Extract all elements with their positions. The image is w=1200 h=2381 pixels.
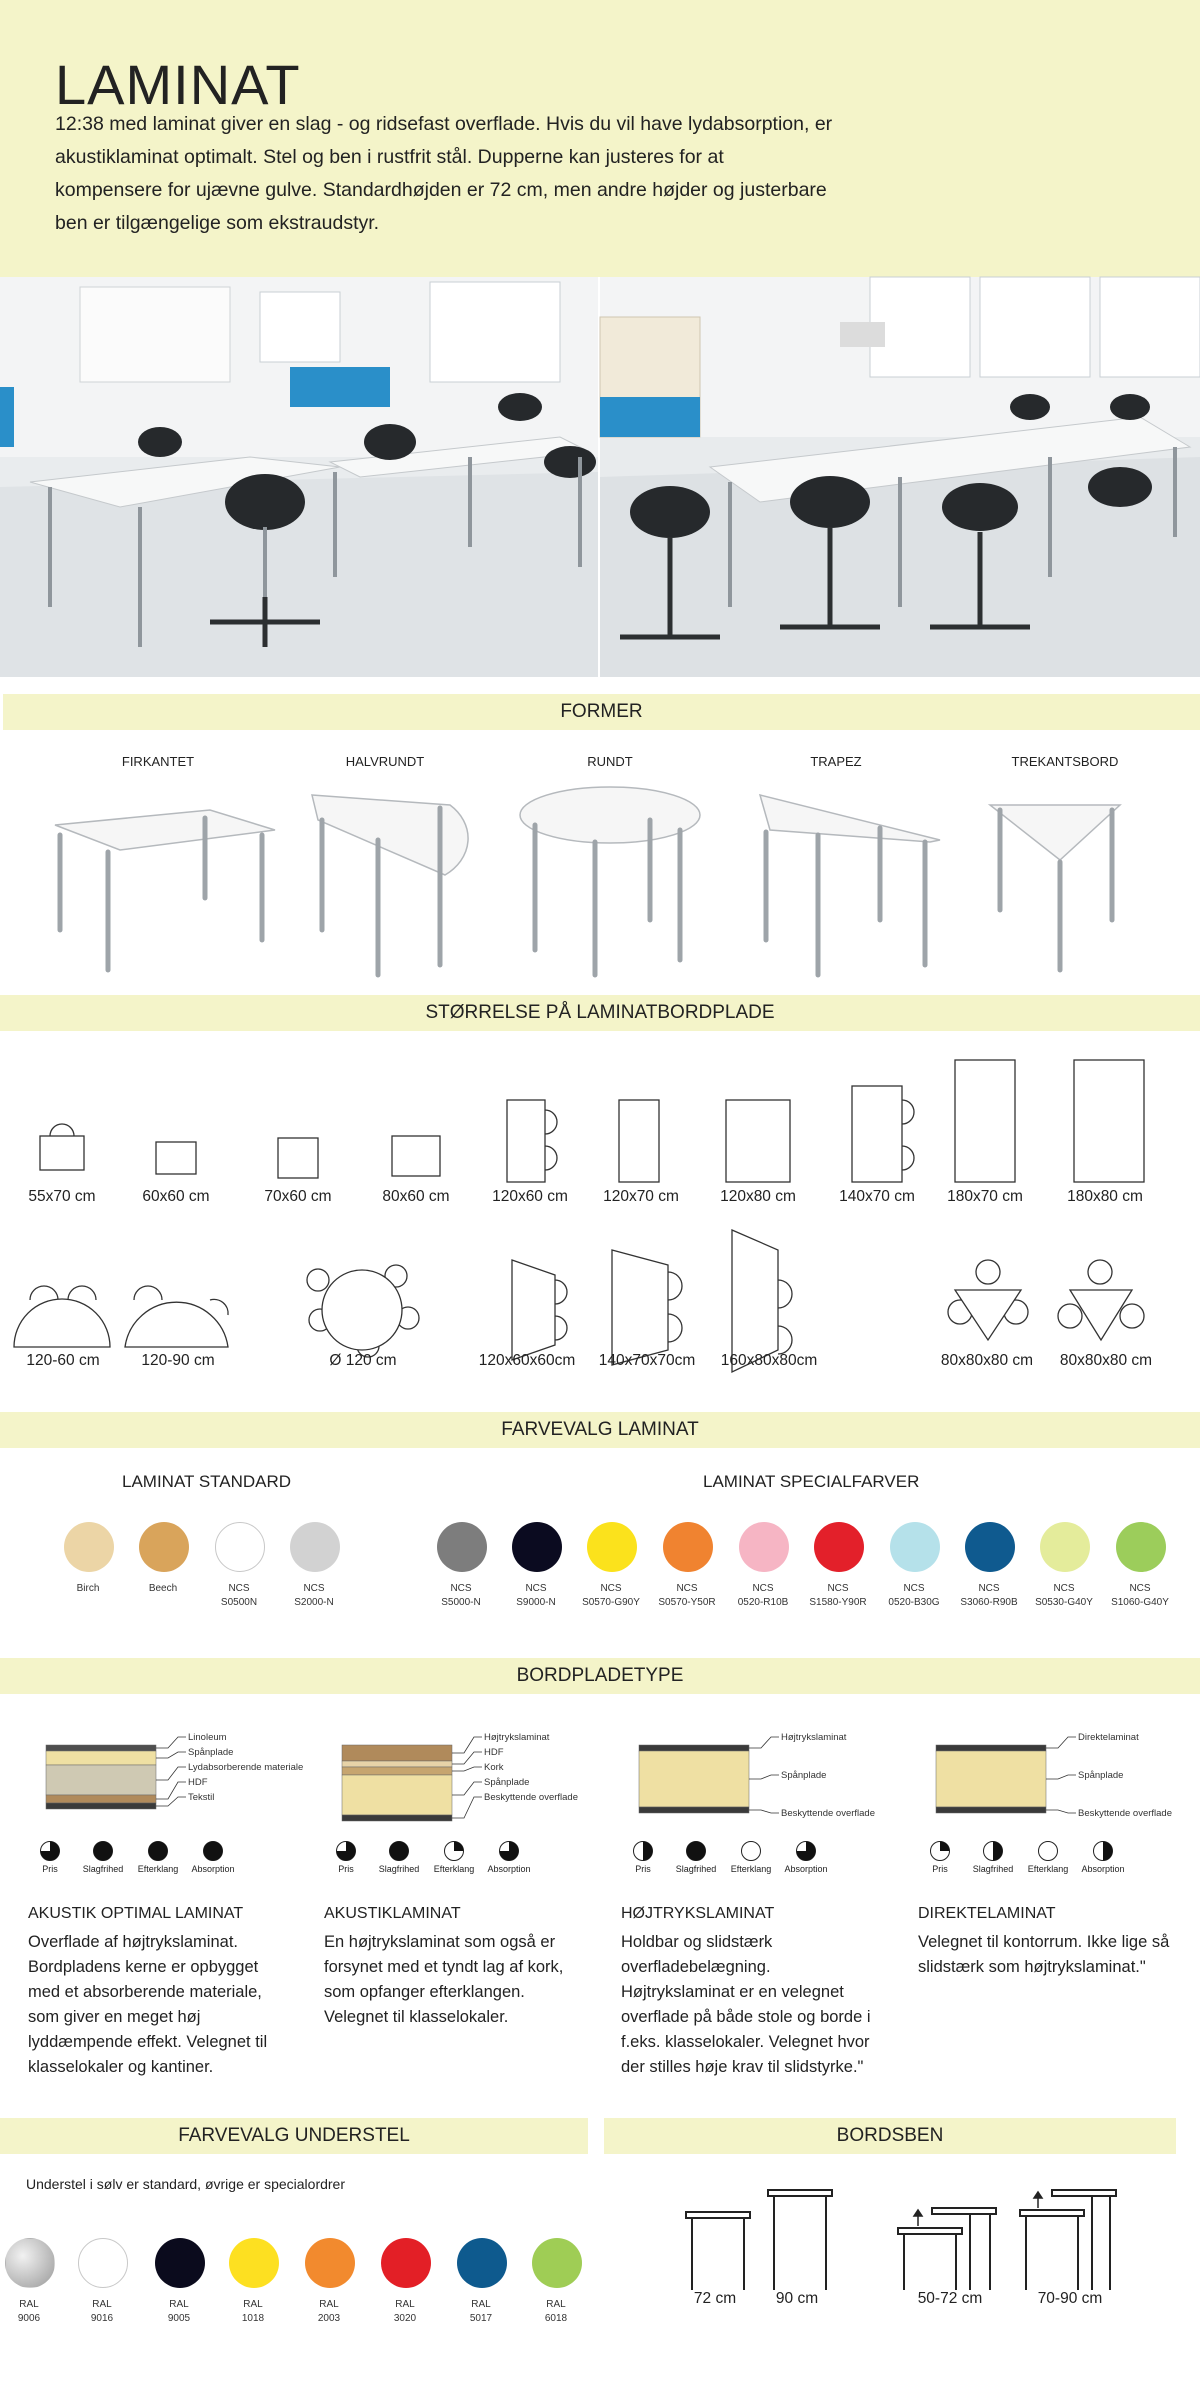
board-layer <box>936 1745 1046 1751</box>
laminate-special-label: NCS <box>450 1583 472 1594</box>
size-label: 140x70x70cm <box>598 1352 696 1369</box>
board-layer <box>46 1745 156 1751</box>
board-layer <box>342 1767 452 1775</box>
board-leader-line <box>452 1797 482 1818</box>
board-description: Velegnet til kontorrum. Ikke lige så slidstærk som højtrykslaminat." <box>918 1933 1170 1976</box>
size-label: 120x70 cm <box>603 1188 679 1205</box>
board-layer <box>936 1751 1046 1807</box>
frame-color-swatch[interactable] <box>305 2238 355 2288</box>
size-label: 120-60 cm <box>26 1352 100 1369</box>
rating-icon <box>1037 1840 1059 1862</box>
laminate-special-code: S0570-Y50R <box>658 1597 716 1608</box>
leg-label: 70-90 cm <box>1037 2290 1103 2307</box>
section-header-frame: FARVEVALG UNDERSTEL <box>0 2118 588 2154</box>
rating-icon <box>92 1840 114 1862</box>
board-layer-label: Linoleum <box>188 1732 227 1743</box>
board-title: HØJTRYKSLAMINAT <box>621 1905 775 1922</box>
frame-note: Understel i sølv er standard, øvrige er specialordrer <box>26 2176 346 2192</box>
laminate-special-code: 0520-B30G <box>888 1597 940 1608</box>
rating-icon <box>147 1840 169 1862</box>
laminate-standard-code: S0500N <box>220 1597 258 1608</box>
laminate-special-swatch[interactable] <box>1040 1522 1090 1572</box>
shape-label-firkantet: FIRKANTET <box>121 754 195 769</box>
shape-label-rundt: RUNDT <box>587 754 633 769</box>
rating-label: Pris <box>635 1864 651 1874</box>
rating-icon <box>685 1840 707 1862</box>
size-label: 180x80 cm <box>1067 1188 1143 1205</box>
rating-label: Efterklang <box>433 1864 475 1874</box>
shape-label-trapez: TRAPEZ <box>810 754 862 769</box>
laminate-special-swatch[interactable] <box>587 1522 637 1572</box>
laminate-special-label: NCS <box>676 1583 698 1594</box>
board-description: Overflade af højtrykslaminat. Bordpladens kerne er opbygget med et absorberende materiale, som giver en meget høj lyddæmpende effekt. Velegnet til klasselokaler og kantiner. <box>28 1933 268 2076</box>
frame-color-label: RAL <box>395 2299 415 2310</box>
rating-icon <box>929 1840 951 1862</box>
board-layer-label: Beskyttende overflade <box>484 1792 579 1803</box>
rating-label: Absorption <box>1081 1864 1125 1874</box>
section-header-board: BORDPLADETYPE <box>0 1658 1200 1694</box>
frame-color-code: 9006 <box>17 2313 41 2324</box>
laminate-standard-swatch[interactable] <box>290 1522 340 1572</box>
board-leader-line <box>749 1775 779 1779</box>
size-label: Ø 120 cm <box>329 1352 397 1369</box>
frame-color-code: 9016 <box>90 2313 114 2324</box>
board-layer-label: Spånplade <box>1078 1770 1124 1781</box>
size-label: 120x80 cm <box>720 1188 796 1205</box>
board-cross-section <box>918 1725 1178 1845</box>
board-layer-label: Direktelaminat <box>1078 1732 1139 1743</box>
laminate-special-label: NCS <box>978 1583 1000 1594</box>
board-leader-line <box>1046 1810 1076 1813</box>
leg-label: 72 cm <box>693 2290 737 2307</box>
laminate-standard-title: LAMINAT STANDARD <box>122 1472 292 1491</box>
board-leader-line <box>749 1810 779 1813</box>
laminate-standard-label: Beech <box>148 1583 178 1594</box>
laminate-special-code: S1580-Y90R <box>809 1597 867 1608</box>
board-layer <box>639 1807 749 1813</box>
laminate-standard-code: S2000-N <box>294 1597 334 1608</box>
board-layer-label: Højtrykslaminat <box>781 1732 847 1743</box>
board-layer <box>46 1751 156 1765</box>
laminate-standard-swatch[interactable] <box>64 1522 114 1572</box>
intro-panel <box>0 0 1200 277</box>
size-label: 60x60 cm <box>142 1188 210 1205</box>
laminate-special-code: S0530-G40Y <box>1035 1597 1093 1608</box>
frame-color-label: RAL <box>243 2299 263 2310</box>
board-layer-label: Spånplade <box>781 1770 827 1781</box>
section-header-size: STØRRELSE PÅ LAMINATBORDPLADE <box>0 995 1200 1031</box>
table-size-diagrams <box>0 1050 1200 1370</box>
laminate-special-swatch[interactable] <box>965 1522 1015 1572</box>
rating-icon <box>202 1840 224 1862</box>
board-layer-label: HDF <box>484 1747 504 1758</box>
laminate-special-code: S1060-G40Y <box>1111 1597 1169 1608</box>
frame-color-label: RAL <box>19 2299 39 2310</box>
board-leader-line <box>156 1797 186 1806</box>
leg-label: 50-72 cm <box>917 2290 983 2307</box>
rating-icon <box>982 1840 1004 1862</box>
board-layer-label: Højtrykslaminat <box>484 1732 550 1743</box>
laminate-special-swatch[interactable] <box>739 1522 789 1572</box>
section-header-color: FARVEVALG LAMINAT <box>0 1412 1200 1448</box>
laminate-standard-swatch[interactable] <box>215 1522 265 1572</box>
rating-label: Efterklang <box>730 1864 772 1874</box>
frame-color-swatch[interactable] <box>155 2238 205 2288</box>
board-layer-label: Spånplade <box>188 1747 234 1758</box>
board-leader-line <box>452 1767 482 1771</box>
laminate-standard-swatch[interactable] <box>139 1522 189 1572</box>
size-label: 55x70 cm <box>28 1188 96 1205</box>
board-layer-label: Beskyttende overflade <box>781 1808 876 1819</box>
laminate-special-swatch[interactable] <box>512 1522 562 1572</box>
laminate-special-swatch[interactable] <box>437 1522 487 1572</box>
rating-icon <box>388 1840 410 1862</box>
board-layer <box>342 1775 452 1815</box>
board-leader-line <box>749 1737 779 1748</box>
board-layer <box>342 1761 452 1767</box>
board-layer-label: HDF <box>188 1777 208 1788</box>
laminate-special-code: 0520-R10B <box>737 1597 789 1608</box>
frame-color-label: RAL <box>92 2299 112 2310</box>
size-label: 120x60x60cm <box>478 1352 576 1369</box>
frame-color-swatch[interactable] <box>5 2238 55 2288</box>
board-layer <box>46 1795 156 1803</box>
board-layer <box>46 1765 156 1795</box>
board-leader-line <box>156 1782 186 1799</box>
laminate-special-swatch[interactable] <box>1116 1522 1166 1572</box>
frame-color-swatch[interactable] <box>532 2238 582 2288</box>
laminate-standard-label: NCS <box>228 1583 250 1594</box>
board-layer <box>46 1803 156 1809</box>
frame-color-code: 3020 <box>393 2313 417 2324</box>
rating-icon <box>335 1840 357 1862</box>
laminate-standard-label: NCS <box>303 1583 325 1594</box>
leg-label: 90 cm <box>775 2290 819 2307</box>
rating-label: Efterklang <box>1027 1864 1069 1874</box>
board-description: Holdbar og slidstærk overfladebelægning. Højtrykslaminat er en velegnet overflade på både stole og borde i f.eks. klasselokaler. Velegnet hvor der stilles høje krav til slidstyrke." <box>621 1933 871 2076</box>
board-layer <box>936 1807 1046 1813</box>
intro-text: 12:38 med laminat giver en slag - og ridsefast overflade. Hvis du vil have lydabsorption, er akustiklaminat optimalt. Stel og ben i rustfrit stål. Dupperne kan justeres for at kompensere for ujævne gulve. Standardhøjden er 72 cm, men andre højder og justerbare ben er tilgængelige som ekstraudstyr. <box>55 113 833 234</box>
board-layer <box>342 1745 452 1761</box>
rating-icon <box>632 1840 654 1862</box>
size-label: 80x80x80 cm <box>940 1352 1034 1369</box>
laminate-special-swatch[interactable] <box>663 1522 713 1572</box>
frame-color-code: 1018 <box>241 2313 265 2324</box>
laminate-special-label: NCS <box>1053 1583 1075 1594</box>
frame-color-label: RAL <box>471 2299 491 2310</box>
size-label: 140x70 cm <box>839 1188 915 1205</box>
rating-label: Slagfrihed <box>675 1864 717 1874</box>
size-label: 120x60 cm <box>492 1188 568 1205</box>
shape-label-trekantsbord: TREKANTSBORD <box>1011 754 1119 769</box>
rating-icon <box>740 1840 762 1862</box>
laminate-special-code: S9000-N <box>516 1597 556 1608</box>
board-title: AKUSTIK OPTIMAL LAMINAT <box>28 1905 244 1922</box>
board-layer <box>342 1815 452 1821</box>
board-layer-label: Lydabsorberende materiale <box>188 1762 304 1773</box>
size-label: 70x60 cm <box>264 1188 332 1205</box>
laminate-special-label: NCS <box>752 1583 774 1594</box>
board-cross-section <box>28 1725 304 1845</box>
frame-color-label: RAL <box>169 2299 189 2310</box>
rating-label: Efterklang <box>137 1864 179 1874</box>
frame-color-swatch[interactable] <box>381 2238 431 2288</box>
board-cross-section <box>324 1725 584 1845</box>
rating-label: Slagfrihed <box>82 1864 124 1874</box>
frame-color-label: RAL <box>319 2299 339 2310</box>
board-layer-label: Beskyttende overflade <box>1078 1808 1173 1819</box>
rating-label: Pris <box>932 1864 948 1874</box>
table-shapes-illustration <box>0 780 1200 990</box>
laminate-special-label: NCS <box>1129 1583 1151 1594</box>
rating-icon <box>795 1840 817 1862</box>
shape-label-halvrundt: HALVRUNDT <box>345 754 425 769</box>
board-leader-line <box>1046 1737 1076 1748</box>
board-layer-label: Kork <box>484 1762 504 1773</box>
laminate-special-title: LAMINAT SPECIALFARVER <box>703 1472 920 1491</box>
rating-label: Absorption <box>784 1864 828 1874</box>
frame-color-label: RAL <box>546 2299 566 2310</box>
laminate-special-swatch[interactable] <box>814 1522 864 1572</box>
board-leader-line <box>156 1752 186 1758</box>
rating-icon <box>498 1840 520 1862</box>
board-leader-line <box>452 1752 482 1764</box>
laminate-special-label: NCS <box>525 1583 547 1594</box>
board-title: AKUSTIKLAMINAT <box>324 1905 461 1922</box>
laminate-special-code: S3060-R90B <box>960 1597 1018 1608</box>
board-leader-line <box>156 1767 186 1780</box>
board-layer <box>639 1745 749 1751</box>
frame-color-code: 2003 <box>317 2313 341 2324</box>
frame-color-swatch[interactable] <box>78 2238 128 2288</box>
rating-label: Slagfrihed <box>378 1864 420 1874</box>
board-leader-line <box>452 1737 482 1753</box>
frame-color-swatch[interactable] <box>229 2238 279 2288</box>
page-title: LAMINAT <box>55 53 301 116</box>
frame-color-swatch[interactable] <box>457 2238 507 2288</box>
board-leader-line <box>452 1782 482 1795</box>
rating-label: Slagfrihed <box>972 1864 1014 1874</box>
laminate-standard-label: Birch <box>76 1583 100 1594</box>
size-label: 120-90 cm <box>141 1352 215 1369</box>
classroom-photo-left <box>0 277 598 677</box>
rating-label: Pris <box>338 1864 354 1874</box>
board-leader-line <box>156 1737 186 1748</box>
size-label: 180x70 cm <box>947 1188 1023 1205</box>
rating-label: Absorption <box>191 1864 235 1874</box>
laminate-special-label: NCS <box>827 1583 849 1594</box>
laminate-special-code: S5000-N <box>441 1597 481 1608</box>
frame-color-code: 6018 <box>544 2313 568 2324</box>
frame-color-code: 5017 <box>469 2313 493 2324</box>
rating-icon <box>443 1840 465 1862</box>
board-description: En højtrykslaminat som også er forsynet med et tyndt lag af kork, som opfanger efterklangen. Velegnet til klasselokaler. <box>324 1933 564 2026</box>
laminate-special-code: S0570-G90Y <box>582 1597 640 1608</box>
frame-color-code: 9005 <box>167 2313 191 2324</box>
rating-icon <box>1092 1840 1114 1862</box>
board-layer-label: Spånplade <box>484 1777 530 1788</box>
rating-label: Pris <box>42 1864 58 1874</box>
classroom-photo-right <box>600 277 1200 677</box>
board-layer-label: Tekstil <box>188 1792 215 1803</box>
laminate-special-label: NCS <box>600 1583 622 1594</box>
board-title: DIREKTELAMINAT <box>918 1905 1056 1922</box>
rating-label: Absorption <box>487 1864 531 1874</box>
size-label: 80x80x80 cm <box>1059 1352 1153 1369</box>
laminate-special-label: NCS <box>903 1583 925 1594</box>
rating-icon <box>39 1840 61 1862</box>
laminate-special-swatch[interactable] <box>890 1522 940 1572</box>
section-header-legs: BORDSBEN <box>604 2118 1176 2154</box>
board-cross-section <box>621 1725 881 1845</box>
board-layer <box>639 1751 749 1807</box>
size-label: 80x60 cm <box>382 1188 450 1205</box>
section-header-former: FORMER <box>3 694 1200 730</box>
board-leader-line <box>1046 1775 1076 1779</box>
size-label: 160x80x80cm <box>720 1352 818 1369</box>
